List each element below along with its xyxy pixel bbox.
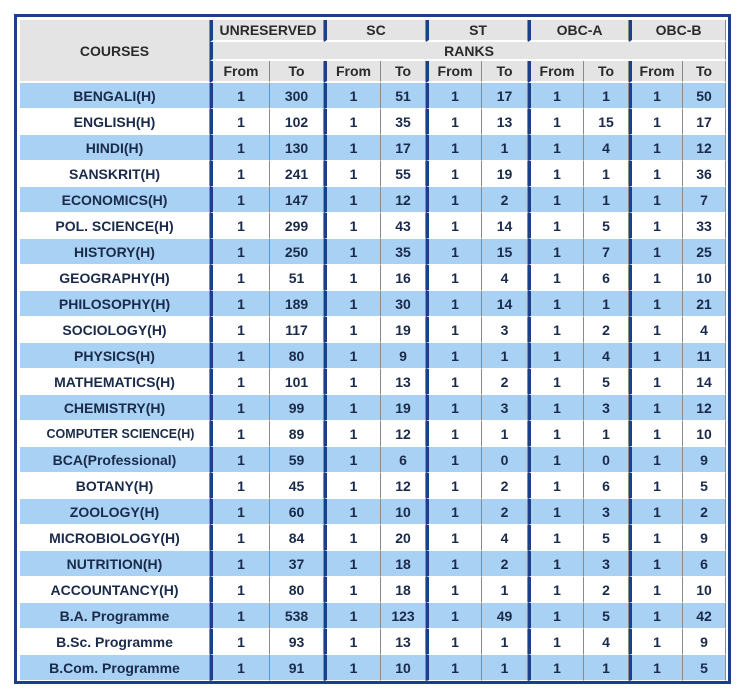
rank-to-cell: 50 <box>683 83 726 109</box>
rank-from-cell: 1 <box>629 265 683 291</box>
rank-from-cell: 1 <box>210 265 270 291</box>
rank-to-cell: 130 <box>270 135 324 161</box>
rank-to-cell: 1 <box>584 83 629 109</box>
rank-to-cell: 12 <box>683 135 726 161</box>
rank-from-cell: 1 <box>210 369 270 395</box>
rank-to-cell: 20 <box>381 525 426 551</box>
rank-from-cell: 1 <box>528 239 584 265</box>
course-name: GEOGRAPHY(H) <box>20 265 210 291</box>
course-name: SOCIOLOGY(H) <box>20 317 210 343</box>
rank-from-cell: 1 <box>528 603 584 629</box>
rank-from-cell: 1 <box>210 109 270 135</box>
rank-to-cell: 3 <box>584 395 629 421</box>
course-name: ECONOMICS(H) <box>20 187 210 213</box>
rank-from-cell: 1 <box>210 551 270 577</box>
rank-from-cell: 1 <box>324 447 381 473</box>
rank-to-cell: 1 <box>584 655 629 681</box>
rank-to-cell: 6 <box>584 265 629 291</box>
rank-from-cell: 1 <box>210 473 270 499</box>
rank-from-cell: 1 <box>426 265 482 291</box>
rank-to-cell: 101 <box>270 369 324 395</box>
rank-to-cell: 1 <box>482 421 528 447</box>
rank-from-cell: 1 <box>210 343 270 369</box>
rank-to-cell: 300 <box>270 83 324 109</box>
rank-from-cell: 1 <box>324 213 381 239</box>
rank-to-cell: 1 <box>584 291 629 317</box>
table-row <box>20 317 726 343</box>
rank-from-cell: 1 <box>324 187 381 213</box>
table-row <box>20 447 726 473</box>
rank-from-cell: 1 <box>210 629 270 655</box>
rank-to-cell: 123 <box>381 603 426 629</box>
rank-from-cell: 1 <box>210 135 270 161</box>
table-row <box>20 473 726 499</box>
rank-to-cell: 7 <box>683 187 726 213</box>
rank-to-cell: 43 <box>381 213 426 239</box>
table-row <box>20 161 726 187</box>
course-name: SANSKRIT(H) <box>20 161 210 187</box>
rank-to-cell: 3 <box>584 551 629 577</box>
rank-to-cell: 89 <box>270 421 324 447</box>
rank-to-cell: 16 <box>381 265 426 291</box>
rank-from-cell: 1 <box>324 109 381 135</box>
rank-from-cell: 1 <box>426 291 482 317</box>
rank-from-cell: 1 <box>426 421 482 447</box>
rank-to-cell: 1 <box>482 629 528 655</box>
table-row <box>20 629 726 655</box>
rank-to-cell: 12 <box>381 473 426 499</box>
rank-to-cell: 55 <box>381 161 426 187</box>
rank-from-cell: 1 <box>324 343 381 369</box>
table-body <box>20 83 726 681</box>
table-row <box>20 577 726 603</box>
rank-to-cell: 4 <box>482 525 528 551</box>
rank-from-cell: 1 <box>629 317 683 343</box>
rank-from-cell: 1 <box>426 109 482 135</box>
table-row <box>20 343 726 369</box>
rank-to-cell: 9 <box>683 447 726 473</box>
rank-to-cell: 4 <box>482 265 528 291</box>
rank-from-cell: 1 <box>528 265 584 291</box>
rank-from-cell: 1 <box>324 421 381 447</box>
rank-to-cell: 99 <box>270 395 324 421</box>
rank-from-cell: 1 <box>528 291 584 317</box>
table-row <box>20 499 726 525</box>
rank-to-cell: 12 <box>683 395 726 421</box>
rank-from-cell: 1 <box>528 83 584 109</box>
table-row <box>20 265 726 291</box>
rank-to-cell: 80 <box>270 343 324 369</box>
ranks-header: RANKS <box>210 42 726 61</box>
rank-to-cell: 14 <box>482 213 528 239</box>
rank-to-cell: 3 <box>482 317 528 343</box>
rank-from-cell: 1 <box>426 239 482 265</box>
rank-from-cell: 1 <box>528 317 584 343</box>
rank-to-cell: 4 <box>584 343 629 369</box>
rank-from-cell: 1 <box>210 499 270 525</box>
rank-to-cell: 1 <box>482 135 528 161</box>
rank-to-cell: 12 <box>381 187 426 213</box>
rank-to-cell: 51 <box>381 83 426 109</box>
table-row <box>20 291 726 317</box>
rank-to-cell: 1 <box>584 421 629 447</box>
rank-from-cell: 1 <box>629 525 683 551</box>
rank-from-cell: 1 <box>629 239 683 265</box>
rank-to-cell: 5 <box>683 473 726 499</box>
rank-to-cell: 11 <box>683 343 726 369</box>
rank-to-cell: 2 <box>482 473 528 499</box>
rank-from-cell: 1 <box>210 655 270 681</box>
course-name: POL. SCIENCE(H) <box>20 213 210 239</box>
rank-from-cell: 1 <box>426 551 482 577</box>
rank-from-cell: 1 <box>629 629 683 655</box>
rank-to-cell: 10 <box>381 499 426 525</box>
rank-to-cell: 35 <box>381 239 426 265</box>
rank-to-cell: 80 <box>270 577 324 603</box>
rank-from-cell: 1 <box>629 655 683 681</box>
rank-to-cell: 10 <box>381 655 426 681</box>
table-row <box>20 395 726 421</box>
rank-from-cell: 1 <box>324 603 381 629</box>
rank-to-cell: 4 <box>683 317 726 343</box>
rank-from-cell: 1 <box>210 447 270 473</box>
rank-from-cell: 1 <box>426 447 482 473</box>
rank-to-cell: 19 <box>482 161 528 187</box>
rank-to-cell: 19 <box>381 395 426 421</box>
course-name: ZOOLOGY(H) <box>20 499 210 525</box>
rank-from-cell: 1 <box>210 291 270 317</box>
course-name: COMPUTER SCIENCE(H) <box>20 421 210 447</box>
rank-from-cell: 1 <box>210 525 270 551</box>
rank-to-cell: 2 <box>482 551 528 577</box>
rank-from-cell: 1 <box>426 395 482 421</box>
rank-from-cell: 1 <box>629 395 683 421</box>
rank-to-cell: 17 <box>683 109 726 135</box>
rank-to-cell: 33 <box>683 213 726 239</box>
rank-from-cell: 1 <box>629 109 683 135</box>
rank-from-cell: 1 <box>324 577 381 603</box>
to-header: To <box>270 61 324 83</box>
table-row <box>20 525 726 551</box>
rank-from-cell: 1 <box>528 473 584 499</box>
rank-from-cell: 1 <box>324 395 381 421</box>
course-name: ACCOUNTANCY(H) <box>20 577 210 603</box>
rank-to-cell: 5 <box>584 525 629 551</box>
rank-from-cell: 1 <box>528 629 584 655</box>
rank-from-cell: 1 <box>324 629 381 655</box>
table-row <box>20 421 726 447</box>
courses-header: COURSES <box>20 20 210 83</box>
table-row <box>20 369 726 395</box>
rank-from-cell: 1 <box>210 161 270 187</box>
rank-to-cell: 42 <box>683 603 726 629</box>
rank-to-cell: 18 <box>381 551 426 577</box>
rank-from-cell: 1 <box>629 603 683 629</box>
rank-to-cell: 10 <box>683 265 726 291</box>
rank-from-cell: 1 <box>528 551 584 577</box>
rank-from-cell: 1 <box>324 161 381 187</box>
course-name: ENGLISH(H) <box>20 109 210 135</box>
rank-from-cell: 1 <box>629 291 683 317</box>
rank-to-cell: 9 <box>683 629 726 655</box>
category-header-st: ST <box>426 20 528 42</box>
rank-to-cell: 5 <box>584 213 629 239</box>
rank-to-cell: 60 <box>270 499 324 525</box>
course-name: BOTANY(H) <box>20 473 210 499</box>
to-header: To <box>482 61 528 83</box>
rank-to-cell: 3 <box>482 395 528 421</box>
rank-from-cell: 1 <box>426 213 482 239</box>
rank-from-cell: 1 <box>324 655 381 681</box>
rank-table <box>20 20 726 681</box>
rank-to-cell: 0 <box>584 447 629 473</box>
table-row <box>20 655 726 681</box>
rank-to-cell: 1 <box>584 187 629 213</box>
rank-to-cell: 17 <box>482 83 528 109</box>
rank-from-cell: 1 <box>324 551 381 577</box>
rank-from-cell: 1 <box>210 239 270 265</box>
rank-from-cell: 1 <box>210 577 270 603</box>
rank-from-cell: 1 <box>210 187 270 213</box>
rank-to-cell: 241 <box>270 161 324 187</box>
rank-to-cell: 14 <box>683 369 726 395</box>
rank-from-cell: 1 <box>210 395 270 421</box>
rank-from-cell: 1 <box>629 447 683 473</box>
rank-to-cell: 2 <box>482 499 528 525</box>
category-header-unreserved: UNRESERVED <box>210 20 324 42</box>
rank-to-cell: 37 <box>270 551 324 577</box>
rank-from-cell: 1 <box>528 577 584 603</box>
rank-to-cell: 9 <box>683 525 726 551</box>
rank-from-cell: 1 <box>629 473 683 499</box>
rank-to-cell: 36 <box>683 161 726 187</box>
rank-from-cell: 1 <box>629 161 683 187</box>
rank-from-cell: 1 <box>210 317 270 343</box>
rank-from-cell: 1 <box>528 343 584 369</box>
rank-to-cell: 91 <box>270 655 324 681</box>
rank-from-cell: 1 <box>528 135 584 161</box>
course-name: CHEMISTRY(H) <box>20 395 210 421</box>
rank-to-cell: 10 <box>683 421 726 447</box>
rank-from-cell: 1 <box>324 369 381 395</box>
category-header-obc-a: OBC-A <box>528 20 629 42</box>
rank-from-cell: 1 <box>426 655 482 681</box>
rank-to-cell: 14 <box>482 291 528 317</box>
rank-from-cell: 1 <box>210 421 270 447</box>
rank-to-cell: 9 <box>381 343 426 369</box>
course-name: MICROBIOLOGY(H) <box>20 525 210 551</box>
rank-to-cell: 3 <box>584 499 629 525</box>
rank-to-cell: 30 <box>381 291 426 317</box>
rank-from-cell: 1 <box>426 473 482 499</box>
table-row <box>20 109 726 135</box>
rank-to-cell: 1 <box>482 343 528 369</box>
rank-from-cell: 1 <box>528 187 584 213</box>
rank-to-cell: 4 <box>584 135 629 161</box>
rank-from-cell: 1 <box>528 369 584 395</box>
rank-from-cell: 1 <box>629 187 683 213</box>
rank-from-cell: 1 <box>629 343 683 369</box>
rank-to-cell: 15 <box>482 239 528 265</box>
rank-from-cell: 1 <box>324 83 381 109</box>
table-row <box>20 603 726 629</box>
from-header: From <box>528 61 584 83</box>
rank-from-cell: 1 <box>426 135 482 161</box>
rank-from-cell: 1 <box>210 83 270 109</box>
rank-to-cell: 2 <box>584 317 629 343</box>
rank-to-cell: 59 <box>270 447 324 473</box>
rank-table-frame <box>14 14 731 684</box>
rank-from-cell: 1 <box>324 525 381 551</box>
rank-from-cell: 1 <box>528 109 584 135</box>
from-header: From <box>426 61 482 83</box>
rank-from-cell: 1 <box>324 473 381 499</box>
rank-from-cell: 1 <box>629 83 683 109</box>
rank-from-cell: 1 <box>528 161 584 187</box>
table-row <box>20 239 726 265</box>
rank-from-cell: 1 <box>629 499 683 525</box>
from-header: From <box>210 61 270 83</box>
rank-from-cell: 1 <box>528 395 584 421</box>
rank-from-cell: 1 <box>528 447 584 473</box>
rank-to-cell: 45 <box>270 473 324 499</box>
course-name: BENGALI(H) <box>20 83 210 109</box>
rank-to-cell: 10 <box>683 577 726 603</box>
rank-to-cell: 1 <box>482 655 528 681</box>
table-row <box>20 187 726 213</box>
course-name: HISTORY(H) <box>20 239 210 265</box>
rank-from-cell: 1 <box>426 161 482 187</box>
rank-from-cell: 1 <box>426 343 482 369</box>
rank-from-cell: 1 <box>629 421 683 447</box>
rank-to-cell: 4 <box>584 629 629 655</box>
rank-from-cell: 1 <box>629 135 683 161</box>
rank-to-cell: 13 <box>482 109 528 135</box>
course-name: NUTRITION(H) <box>20 551 210 577</box>
rank-to-cell: 2 <box>683 499 726 525</box>
rank-from-cell: 1 <box>528 525 584 551</box>
course-name: B.A. Programme <box>20 603 210 629</box>
rank-to-cell: 17 <box>381 135 426 161</box>
rank-to-cell: 250 <box>270 239 324 265</box>
rank-from-cell: 1 <box>426 629 482 655</box>
rank-to-cell: 19 <box>381 317 426 343</box>
rank-to-cell: 5 <box>683 655 726 681</box>
rank-to-cell: 1 <box>482 577 528 603</box>
from-header: From <box>629 61 683 83</box>
rank-to-cell: 5 <box>584 369 629 395</box>
rank-to-cell: 299 <box>270 213 324 239</box>
rank-to-cell: 18 <box>381 577 426 603</box>
rank-to-cell: 35 <box>381 109 426 135</box>
rank-from-cell: 1 <box>324 135 381 161</box>
course-name: B.Sc. Programme <box>20 629 210 655</box>
rank-from-cell: 1 <box>426 499 482 525</box>
rank-to-cell: 49 <box>482 603 528 629</box>
rank-to-cell: 538 <box>270 603 324 629</box>
course-name: BCA(Professional) <box>20 447 210 473</box>
rank-from-cell: 1 <box>426 369 482 395</box>
course-name: HINDI(H) <box>20 135 210 161</box>
rank-to-cell: 0 <box>482 447 528 473</box>
rank-to-cell: 2 <box>584 577 629 603</box>
rank-from-cell: 1 <box>426 187 482 213</box>
rank-to-cell: 147 <box>270 187 324 213</box>
rank-from-cell: 1 <box>324 239 381 265</box>
rank-to-cell: 1 <box>584 161 629 187</box>
to-header: To <box>683 61 726 83</box>
rank-from-cell: 1 <box>426 577 482 603</box>
table-row <box>20 213 726 239</box>
table-row <box>20 83 726 109</box>
table-row <box>20 135 726 161</box>
rank-from-cell: 1 <box>210 603 270 629</box>
to-header: To <box>584 61 629 83</box>
rank-from-cell: 1 <box>324 265 381 291</box>
rank-to-cell: 13 <box>381 369 426 395</box>
rank-to-cell: 7 <box>584 239 629 265</box>
category-header-obc-b: OBC-B <box>629 20 726 42</box>
rank-from-cell: 1 <box>426 525 482 551</box>
rank-to-cell: 15 <box>584 109 629 135</box>
rank-to-cell: 25 <box>683 239 726 265</box>
rank-from-cell: 1 <box>528 421 584 447</box>
rank-to-cell: 102 <box>270 109 324 135</box>
rank-to-cell: 117 <box>270 317 324 343</box>
rank-from-cell: 1 <box>426 317 482 343</box>
rank-from-cell: 1 <box>528 213 584 239</box>
rank-from-cell: 1 <box>629 369 683 395</box>
rank-from-cell: 1 <box>528 499 584 525</box>
rank-to-cell: 2 <box>482 187 528 213</box>
course-name: PHILOSOPHY(H) <box>20 291 210 317</box>
rank-to-cell: 5 <box>584 603 629 629</box>
rank-to-cell: 2 <box>482 369 528 395</box>
rank-to-cell: 84 <box>270 525 324 551</box>
rank-to-cell: 93 <box>270 629 324 655</box>
course-name: MATHEMATICS(H) <box>20 369 210 395</box>
rank-from-cell: 1 <box>629 551 683 577</box>
rank-to-cell: 6 <box>584 473 629 499</box>
rank-from-cell: 1 <box>629 577 683 603</box>
rank-from-cell: 1 <box>629 213 683 239</box>
rank-from-cell: 1 <box>426 603 482 629</box>
rank-to-cell: 13 <box>381 629 426 655</box>
from-header: From <box>324 61 381 83</box>
rank-to-cell: 12 <box>381 421 426 447</box>
category-header-sc: SC <box>324 20 426 42</box>
rank-to-cell: 6 <box>381 447 426 473</box>
rank-from-cell: 1 <box>210 213 270 239</box>
rank-from-cell: 1 <box>528 655 584 681</box>
rank-from-cell: 1 <box>324 291 381 317</box>
rank-from-cell: 1 <box>324 317 381 343</box>
table-row <box>20 551 726 577</box>
rank-to-cell: 189 <box>270 291 324 317</box>
rank-to-cell: 21 <box>683 291 726 317</box>
course-name: B.Com. Programme <box>20 655 210 681</box>
rank-from-cell: 1 <box>426 83 482 109</box>
to-header: To <box>381 61 426 83</box>
rank-to-cell: 6 <box>683 551 726 577</box>
rank-to-cell: 51 <box>270 265 324 291</box>
rank-from-cell: 1 <box>324 499 381 525</box>
course-name: PHYSICS(H) <box>20 343 210 369</box>
